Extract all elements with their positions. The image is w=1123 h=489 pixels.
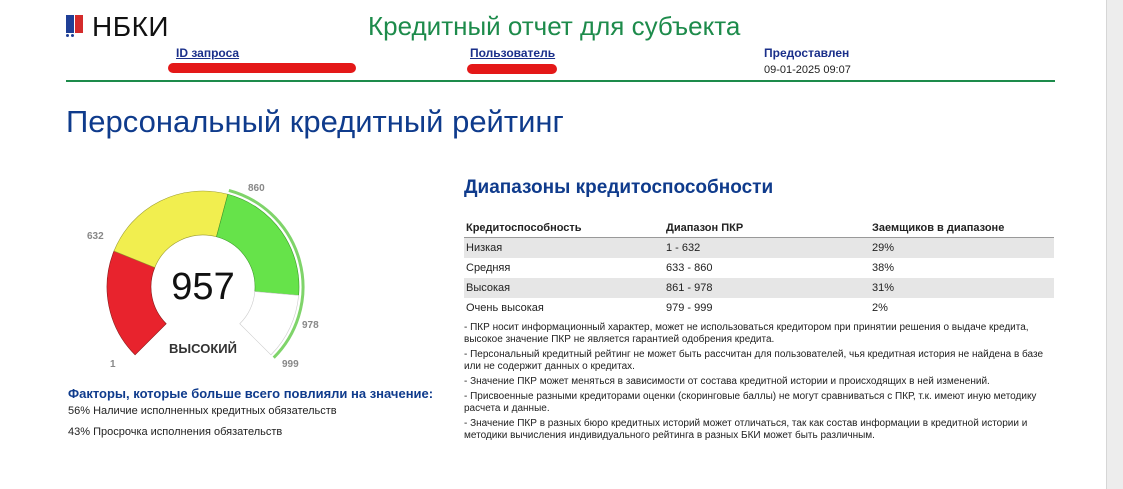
note-item: - ПКР носит информационный характер, может не использоваться кредитором при принятии решения о выдаче кредита, высокое значение ПКР не является гарантией одобрения кредита.	[464, 322, 1029, 345]
nbki-logo-mark-icon	[66, 15, 84, 37]
gauge-segment-very-high	[240, 292, 299, 355]
request-id-label[interactable]: ID запроса	[176, 46, 240, 60]
gauge-tick-860: 860	[248, 183, 265, 194]
gauge-rating-label: ВЫСОКИЙ	[169, 341, 237, 356]
table-cell: Низкая	[464, 238, 664, 259]
table-cell: Высокая	[464, 278, 664, 298]
table-cell: 29%	[870, 238, 1054, 259]
score-gauge	[62, 175, 352, 385]
table-cell: 38%	[872, 262, 895, 274]
provided-label: Предоставлен	[764, 46, 850, 60]
table-cell: 1 - 632	[664, 238, 870, 259]
column-header: Кредитоспособность	[464, 218, 664, 238]
table-header-row	[464, 218, 1054, 238]
table-cell: 2%	[872, 302, 888, 314]
gauge-segment-low	[107, 251, 166, 355]
table-cell: 633 - 860	[666, 262, 713, 274]
provided-value: 09-01-2025 09:07	[764, 64, 851, 76]
table-row	[464, 238, 1054, 259]
gauge-tick-1: 1	[110, 359, 116, 370]
factor-item: 43% Просрочка исполнения обязательств	[68, 426, 283, 438]
column-header: Заемщиков в диапазоне	[870, 218, 1054, 238]
header-divider	[66, 80, 1055, 82]
factors-title: Факторы, которые больше всего повлияли на значение:	[68, 386, 434, 401]
note-item: - Значение ПКР может меняться в зависимости от состава кредитной истории и происходящих в ней изменений.	[464, 376, 990, 387]
report-title: Кредитный отчет для субъекта	[368, 11, 741, 41]
factor-item: 56% Наличие исполненных кредитных обязательств	[68, 405, 337, 417]
gauge-tick-632: 632	[87, 231, 104, 242]
table-row	[464, 258, 1054, 278]
ranges-title: Диапазоны кредитоспособности	[464, 177, 774, 198]
page-edge	[1106, 0, 1107, 489]
logo-text: НБКИ	[92, 11, 170, 42]
user-redacted	[467, 64, 557, 74]
request-id-redacted	[168, 63, 356, 73]
gauge-tick-978: 978	[302, 320, 319, 331]
gauge-segment-medium	[114, 191, 228, 268]
table-row	[464, 298, 1054, 318]
table-row	[464, 278, 1054, 298]
table-cell: 861 - 978	[664, 278, 870, 298]
table-cell: Средняя	[466, 262, 511, 274]
ranges-table	[464, 218, 1054, 318]
table-cell: 979 - 999	[666, 302, 713, 314]
gauge-score: 957	[171, 266, 235, 308]
note-item: - Персональный кредитный рейтинг не может быть рассчитан для пользователей, чья кредитная история не найдена в базе или не содержит данных о кредитах.	[464, 349, 1044, 372]
column-header: Диапазон ПКР	[664, 218, 870, 238]
user-label[interactable]: Пользователь	[470, 46, 556, 60]
section-title: Персональный кредитный рейтинг	[66, 104, 564, 139]
table-cell: 31%	[870, 278, 1054, 298]
note-item: - Присвоенные разными кредиторами оценки (скоринговые баллы) не могут сравниваться с ПКР, т.к. имеют иную методику расчета и данные.	[464, 391, 1037, 414]
note-item: - Значение ПКР в разных бюро кредитных историй может отличаться, так как состав информации в кредитной истории и методики вычисления индивидуального рейтинга в разных БКИ может быть различным.	[464, 418, 1028, 441]
table-cell: Очень высокая	[466, 302, 544, 314]
gauge-tick-999: 999	[282, 359, 299, 370]
notes	[464, 322, 1056, 445]
